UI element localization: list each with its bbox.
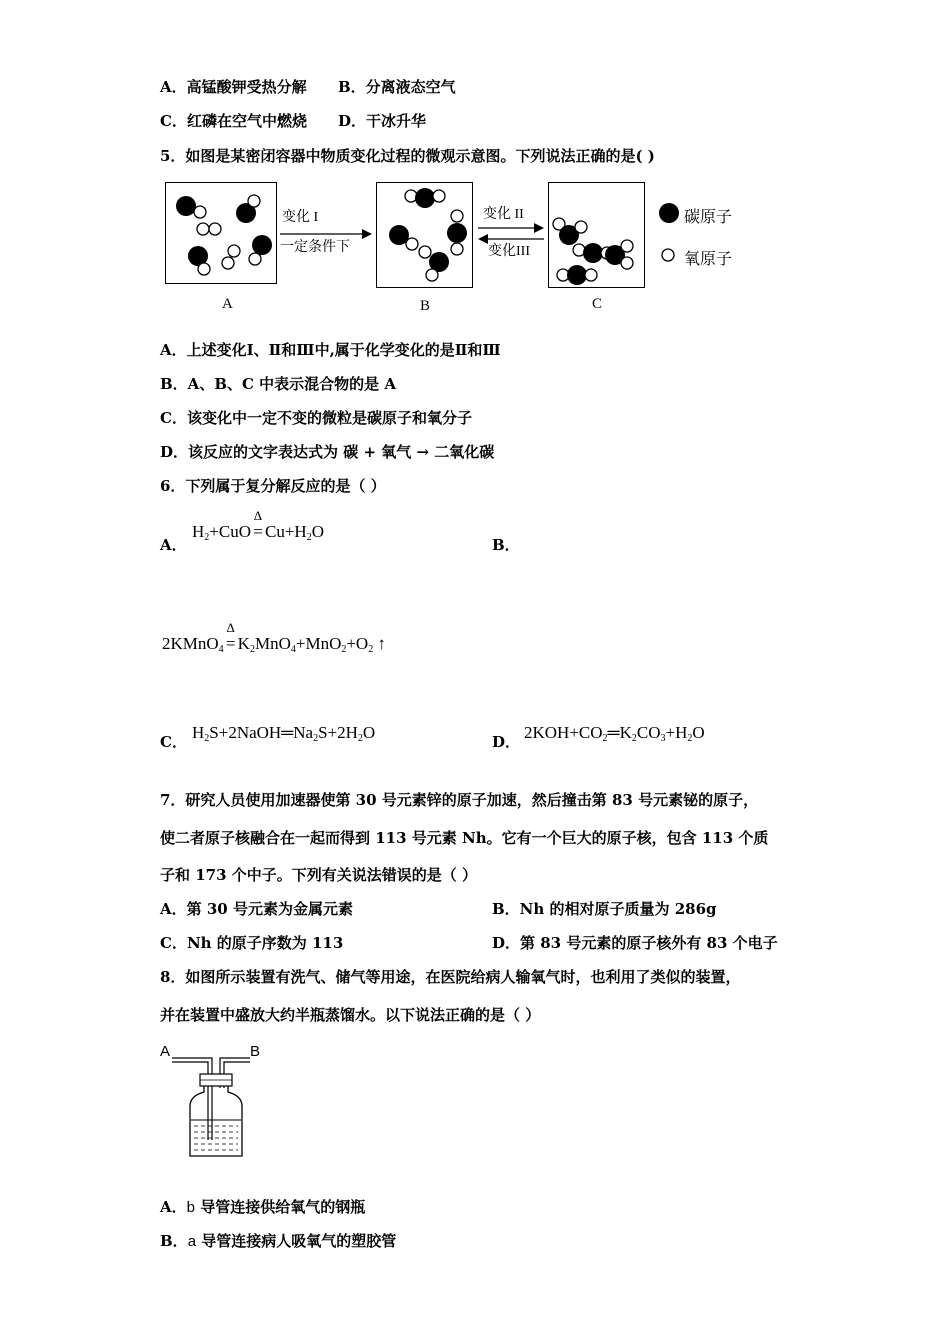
tube-b-label: B: [250, 1043, 261, 1060]
tube-a-label: A: [160, 1043, 171, 1060]
q8-stem-line1: 8．如图所示装置有洗气、储气等用途，在医院给病人输氧气时，也利用了类似的装置，: [160, 968, 741, 986]
q4-option-a: A．高锰酸钾受热分解: [160, 78, 307, 96]
q4-option-b: B．分离液态空气: [338, 78, 456, 96]
q7-option-b: B．Nh 的相对原子质量为 286g: [492, 900, 717, 918]
q8-option-a: [160, 1196, 365, 1217]
carbon-atom-icon: [658, 202, 682, 226]
q6-equation-d: $2KOH+CO_2═K_2CO_3+H_2O$: [524, 723, 705, 744]
q6-option-b-label: B．: [492, 536, 520, 554]
q7-option-a: A．第 30 号元素为金属元素: [160, 900, 353, 918]
q6-option-a-label: A．: [160, 536, 187, 554]
legend-carbon-label: 碳原子: [684, 207, 733, 226]
box-c: [548, 182, 645, 288]
heat-delta-symbol: Δ: [253, 508, 263, 523]
q5-stem: 5．如图是某密闭容器中物质变化过程的微观示意图。下列说法正确的是( ): [160, 147, 655, 165]
q4-option-d: D．干冰升华: [338, 112, 427, 130]
arrow2-top-label: 变化 II: [483, 207, 524, 222]
q8-option-b-label: B．: [160, 1232, 188, 1250]
q7-stem-line2: 使二者原子核融合在一起而得到 113 号元素 Nh。它有一个巨大的原子核，包含 113 个质: [160, 829, 769, 847]
q6-option-c-label: C．: [160, 733, 187, 751]
box-a-caption: A: [222, 296, 233, 312]
q6-option-d-label: D．: [492, 733, 521, 751]
box-b-caption: B: [420, 298, 431, 314]
q6-equation-a: $H_2+CuO$ Δ = $Cu+H_2O$: [192, 508, 324, 543]
q7-option-c: C．Nh 的原子序数为 113: [160, 934, 344, 952]
q5-option-a: A．上述变化Ⅰ、Ⅱ和Ⅲ中,属于化学变化的是Ⅱ和Ⅲ: [160, 341, 501, 359]
q6-equation-c: $H_2S+2NaOH═Na_2S+2H_2O$: [192, 723, 376, 744]
q8-option-b-letter: a: [187, 1233, 197, 1250]
q5-option-c: C．该变化中一定不变的微粒是碳原子和氧分子: [160, 409, 472, 427]
box-a-molecules: [166, 183, 276, 283]
q7-stem-line3: 子和 173 个中子。下列有关说法错误的是（ ）: [160, 866, 477, 884]
arrow1-bottom-label: 一定条件下: [280, 240, 350, 255]
q8-stem-line2: 并在装置中盛放大约半瓶蒸馏水。以下说法正确的是（ ）: [160, 1006, 541, 1024]
box-b: [376, 182, 473, 288]
q8-option-a-letter: b: [186, 1199, 195, 1216]
q8-option-a-label: A．: [160, 1198, 187, 1216]
q8-option-a-text: 导管连接供给氧气的钢瓶: [200, 1198, 366, 1216]
q8-option-b: [160, 1230, 396, 1251]
legend-oxygen-label: 氧原子: [684, 249, 733, 268]
box-a: [165, 182, 277, 284]
heat-delta-symbol: Δ: [226, 620, 235, 635]
q7-option-d: D．第 83 号元素的原子核外有 83 个电子: [492, 934, 778, 952]
gas-washing-bottle-icon: [170, 1050, 260, 1162]
q4-option-c: C．红磷在空气中燃烧: [160, 112, 307, 130]
q6-stem: 6．下列属于复分解反应的是（ ）: [160, 477, 386, 495]
box-b-molecules: [377, 183, 472, 287]
oxygen-atom-icon: [660, 247, 676, 263]
arrow1-top-label: 变化 I: [282, 210, 319, 225]
arrow2-bottom-label: 变化III: [488, 244, 530, 259]
q6-equation-b: 2KMnO$_4$ Δ = $K_2MnO_4+MnO_2+O_2$ ↑: [162, 620, 386, 655]
q5-option-b: B．A、B、C 中表示混合物的是 A: [160, 375, 397, 393]
box-c-caption: C: [592, 296, 603, 312]
q7-stem-line1: 7．研究人员使用加速器使第 30 号元素锌的原子加速，然后撞击第 83 号元素铋的原子，: [160, 791, 759, 809]
box-c-molecules: [549, 183, 644, 287]
q5-option-d: D．该反应的文字表达式为 碳 + 氧气 → 二氧化碳: [160, 443, 495, 461]
q8-option-b-text: 导管连接病人吸氧气的塑胶管: [201, 1232, 397, 1250]
